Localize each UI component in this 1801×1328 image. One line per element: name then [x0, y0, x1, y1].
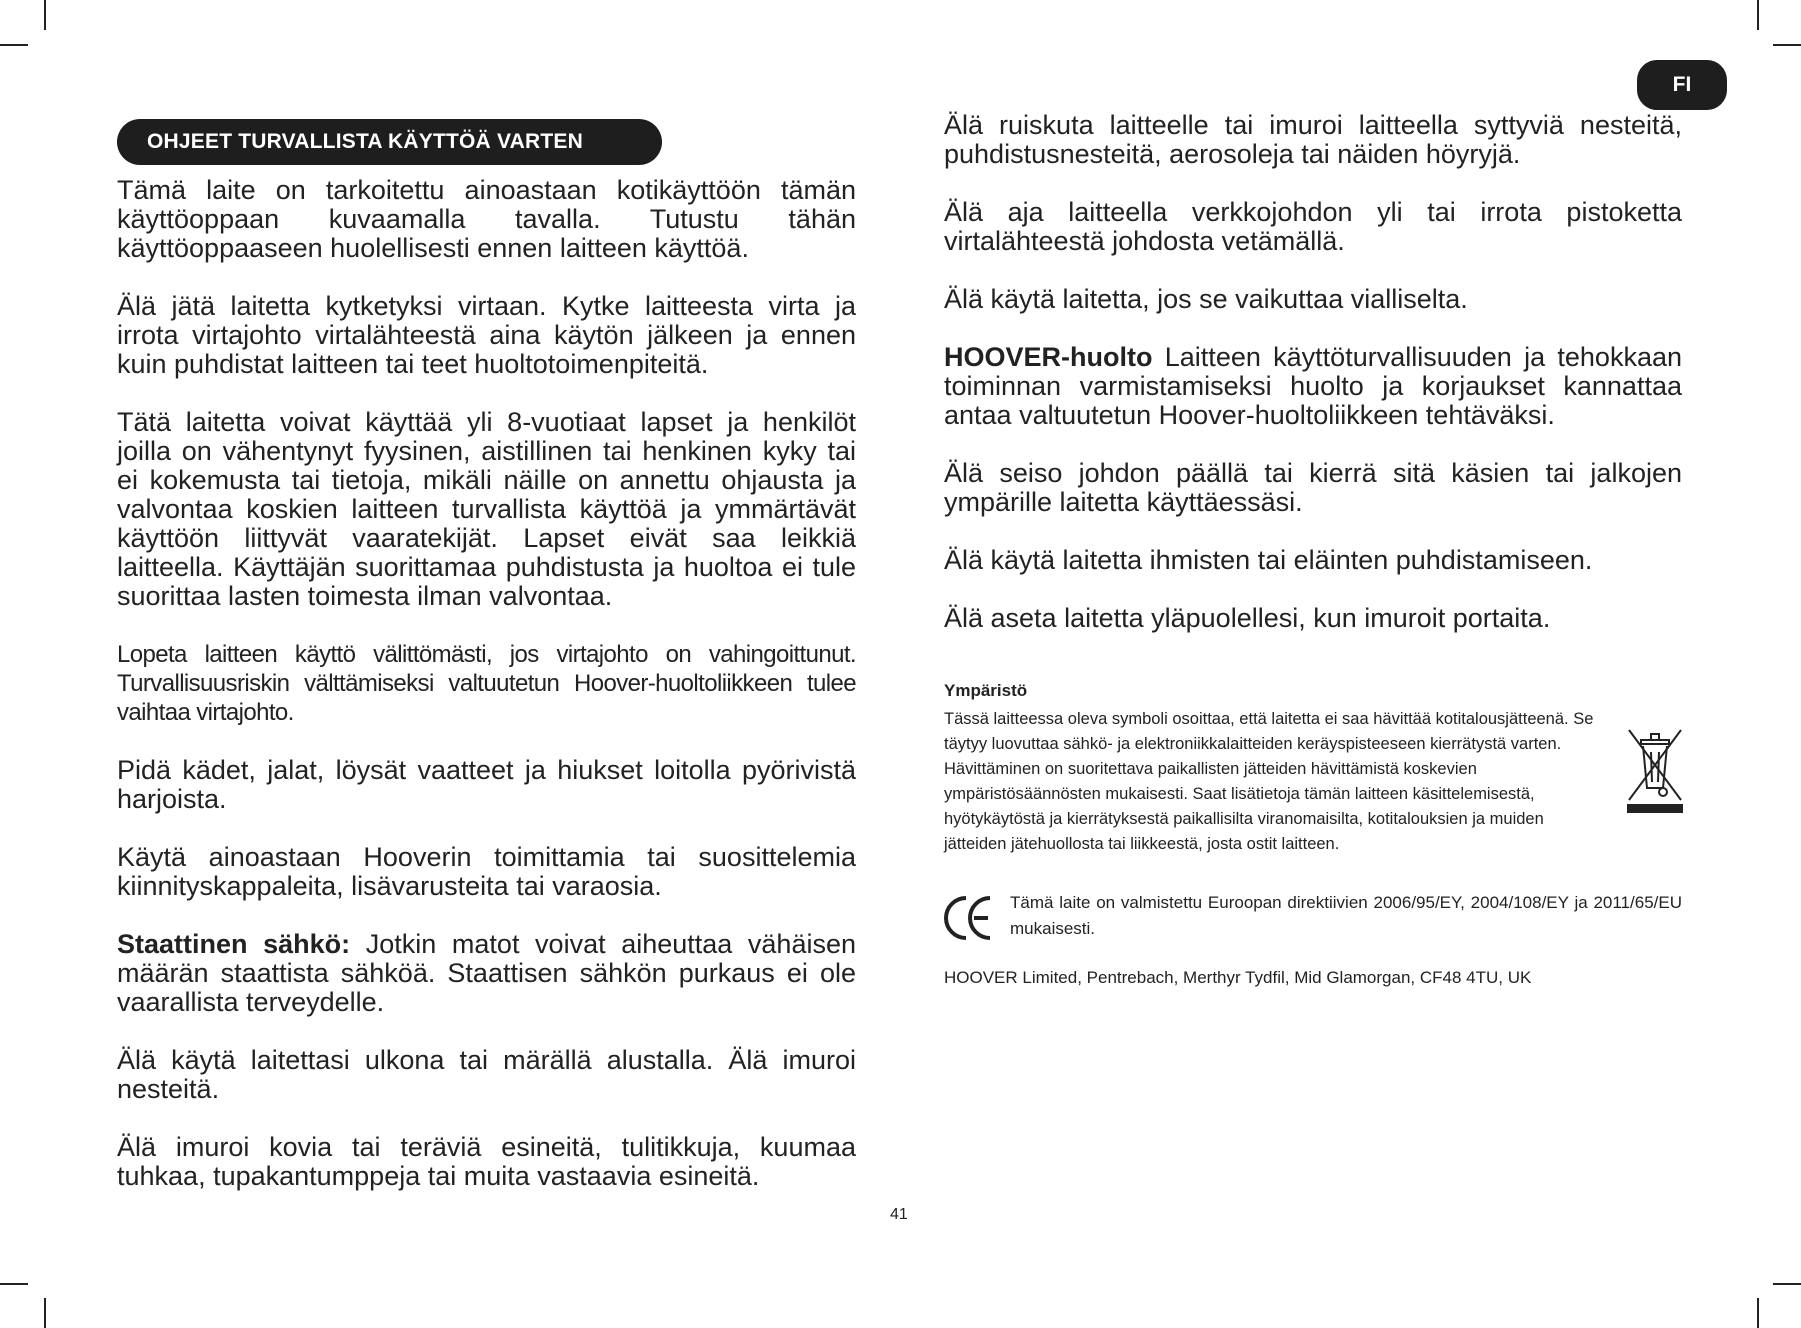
section-header: OHJEET TURVALLISTA KÄYTTÖÄ VARTEN: [117, 119, 662, 165]
paragraph-static: [117, 930, 856, 1017]
right-column: [944, 111, 1682, 857]
environment-text: Tässä laitteessa oleva symboli osoittaa, että laitetta ei saa hävittää kotitalousjätteenä. Se täytyy luovuttaa sähkö- ja elektroniikkalaitteiden keräyspisteeseen kierrätystä varten. Hävittäminen on suoritettava paikallisten jätteiden hävittämistä koskevien ympäristösäännösten mukaisesti. Saat lisätietoja tämän laitteen käsittelemisestä, hyötykäytöstä ja kierrätyksestä paikallisilta viranomaisilta, kotitalouksien ja muiden jätteiden jätehuollosta tai liikkeestä, josta ostit laitteen.: [944, 710, 1594, 853]
paragraph-children: Tätä laitetta voivat käyttää yli 8-vuotiaat lapset ja henkilöt joilla on vähentynyt fyysinen, aistillinen tai henkinen kyky tai ei kokemusta tai tietoja, mikäli näille on annettu ohjausta ja valvontaa koskien laitteen turvallista käyttöä ja ymmärtävät käyttöön liittyvät vaaratekijät. Lapset eivät saa leikkiä laitteella. Käyttäjän suorittamaa puhdistusta ja huoltoa ei tule suorittaa lasten toimesta ilman valvontaa.: [117, 407, 856, 611]
crop-mark: [44, 1298, 46, 1328]
paragraph-accessories: Käytä ainoastaan Hooverin toimittamia tai suosittelemia kiinnityskappaleita, lisävarusteita tai varaosia.: [117, 842, 856, 901]
service-text: Laitteen käyttöturvallisuuden ja tehokkaan toiminnan varmistamiseksi huolto ja korjaukset kannattaa antaa valtuutetun Hoover-huoltoliikkeen tehtäväksi.: [944, 342, 1682, 430]
paragraph-people-animals: Älä käytä laitetta ihmisten tai eläinten puhdistamiseen.: [944, 545, 1593, 575]
manufacturer-address: HOOVER Limited, Pentrebach, Merthyr Tydfil, Mid Glamorgan, CF48 4TU, UK: [944, 968, 1532, 987]
paragraph-brushes: Pidä kädet, jalat, löysät vaatteet ja hiukset loitolla pyörivistä harjoista.: [117, 755, 856, 814]
page-number: 41: [890, 1206, 908, 1223]
crop-mark: [0, 1283, 28, 1285]
crop-mark: [1757, 1298, 1759, 1328]
static-lead: Staattinen sähkö:: [117, 929, 351, 959]
crop-mark: [1757, 0, 1759, 30]
paragraph-intended-use: Tämä laite on tarkoitettu ainoastaan kotikäyttöön tämän käyttöoppaan kuvaamalla tavalla. Tutustu tähän käyttöoppaaseen huolellisesti ennen laitteen käyttöä.: [117, 175, 856, 263]
language-badge: FI: [1637, 60, 1727, 110]
environment-title: Ympäristö: [944, 681, 1028, 700]
crop-mark: [1773, 44, 1801, 46]
weee-bin-icon: [1625, 722, 1685, 814]
ce-mark-icon: [944, 894, 994, 942]
crop-mark: [44, 0, 46, 30]
crop-mark: [0, 44, 28, 46]
paragraph-sharp-objects: Älä imuroi kovia tai teräviä esineitä, tulitikkuja, kuumaa tuhkaa, tupakantumppeja tai muita vastaavia esineitä.: [117, 1132, 856, 1191]
paragraph-stairs: Älä aseta laitetta yläpuolellesi, kun imuroit portaita.: [944, 603, 1551, 633]
static-text: Jotkin matot voivat aiheuttaa vähäisen määrän staattista sähköä. Staattisen sähkön purkaus ei ole vaarallista terveydelle.: [117, 929, 856, 1017]
paragraph-cord-wrap: Älä seiso johdon päällä tai kierrä sitä käsien tai jalkojen ympärille laitetta käyttäessäsi.: [944, 458, 1682, 517]
paragraph-cord-pull: Älä aja laitteella verkkojohdon yli tai irrota pistoketta virtalähteestä johdosta vetämällä.: [944, 197, 1682, 256]
paragraph-faulty: Älä käytä laitetta, jos se vaikuttaa vialliselta.: [944, 284, 1468, 314]
paragraph-service: [944, 343, 1682, 430]
paragraph-outdoors: Älä käytä laitettasi ulkona tai märällä alustalla. Älä imuroi nesteitä.: [117, 1045, 856, 1104]
crop-mark: [1773, 1283, 1801, 1285]
left-column: [117, 176, 856, 1220]
paragraph-damaged-cord: Lopeta laitteen käyttö välittömästi, jos virtajohto on vahingoittunut. Turvallisuusriskin välttämiseksi valtuutetun Hoover-huoltoliikkeen tulee vaihtaa virtajohto.: [117, 641, 856, 726]
ce-text: Tämä laite on valmistettu Euroopan direktiivien 2006/95/EY, 2004/108/EY ja 2011/65/EU mukaisesti.: [1010, 893, 1682, 938]
service-lead: HOOVER-huolto: [944, 342, 1153, 372]
paragraph-flammable: Älä ruiskuta laitteelle tai imuroi laitteella syttyviä nesteitä, puhdistusnesteitä, aerosoleja tai näiden höyryjä.: [944, 110, 1682, 169]
paragraph-unplug: Älä jätä laitetta kytketyksi virtaan. Kytke laitteesta virta ja irrota virtajohto virtalähteestä aina käytön jälkeen ja ennen kuin puhdistat laitteen tai teet huoltotoimenpiteitä.: [117, 291, 856, 379]
